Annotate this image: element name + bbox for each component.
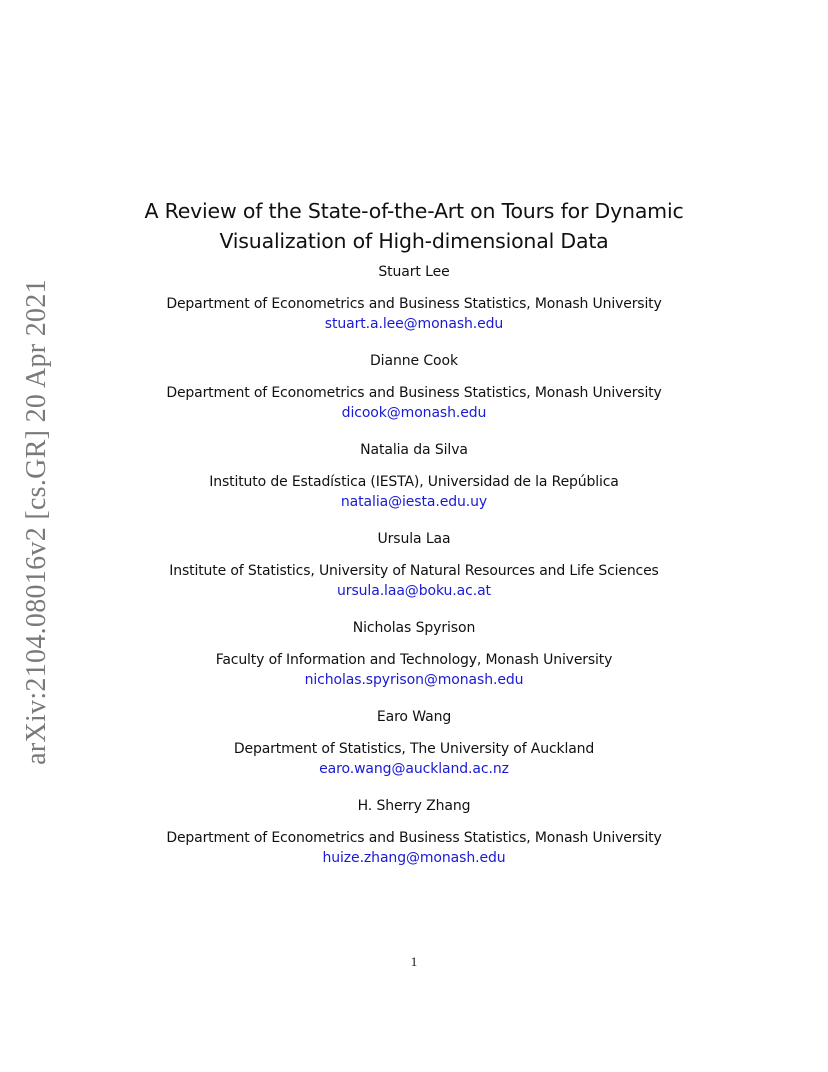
author-affiliation: Faculty of Information and Technology, Monash University xyxy=(215,652,613,668)
author-affiliation: Department of Statistics, The University of Auckland xyxy=(233,741,595,757)
author-block-6 xyxy=(0,708,828,778)
author-email-link[interactable]: dicook@monash.edu xyxy=(341,405,487,421)
author-block-7 xyxy=(0,797,828,867)
paper-title-line-1: A Review of the State-of-the-Art on Tours for Dynamic xyxy=(144,199,684,223)
author-block-2 xyxy=(0,352,828,422)
author-email-link[interactable]: nicholas.spyrison@monash.edu xyxy=(304,672,524,688)
author-block-3 xyxy=(0,441,828,511)
author-affiliation: Department of Econometrics and Business Statistics, Monash University xyxy=(166,296,662,312)
paper-title xyxy=(0,196,828,256)
page-number: 1 xyxy=(410,954,418,969)
author-affiliation: Department of Econometrics and Business Statistics, Monash University xyxy=(166,385,662,401)
author-block-5 xyxy=(0,619,828,689)
author-email-link[interactable]: huize.zhang@monash.edu xyxy=(322,850,506,866)
author-name: H. Sherry Zhang xyxy=(357,798,471,814)
author-email-link[interactable]: natalia@iesta.edu.uy xyxy=(340,494,488,510)
author-name: Dianne Cook xyxy=(370,353,458,369)
author-affiliation: Institute of Statistics, University of Natural Resources and Life Sciences xyxy=(169,563,659,579)
author-email-link[interactable]: earo.wang@auckland.ac.nz xyxy=(319,761,509,777)
author-name: Stuart Lee xyxy=(378,264,450,280)
author-name: Ursula Laa xyxy=(377,531,451,547)
author-block-1 xyxy=(0,263,828,333)
paper-title-line-2: Visualization of High-dimensional Data xyxy=(219,229,609,253)
author-email-link[interactable]: stuart.a.lee@monash.edu xyxy=(324,316,504,332)
author-name: Earo Wang xyxy=(376,709,452,725)
author-affiliation: Department of Econometrics and Business Statistics, Monash University xyxy=(166,830,662,846)
author-name: Nicholas Spyrison xyxy=(352,620,476,636)
author-block-4 xyxy=(0,530,828,600)
arxiv-identifier-stamp: arXiv:2104.08016v2 [cs.GR] 20 Apr 2021 xyxy=(21,279,52,765)
author-affiliation: Instituto de Estadística (IESTA), Universidad de la República xyxy=(209,474,619,490)
author-email-link[interactable]: ursula.laa@boku.ac.at xyxy=(337,583,491,599)
author-name: Natalia da Silva xyxy=(360,442,468,458)
